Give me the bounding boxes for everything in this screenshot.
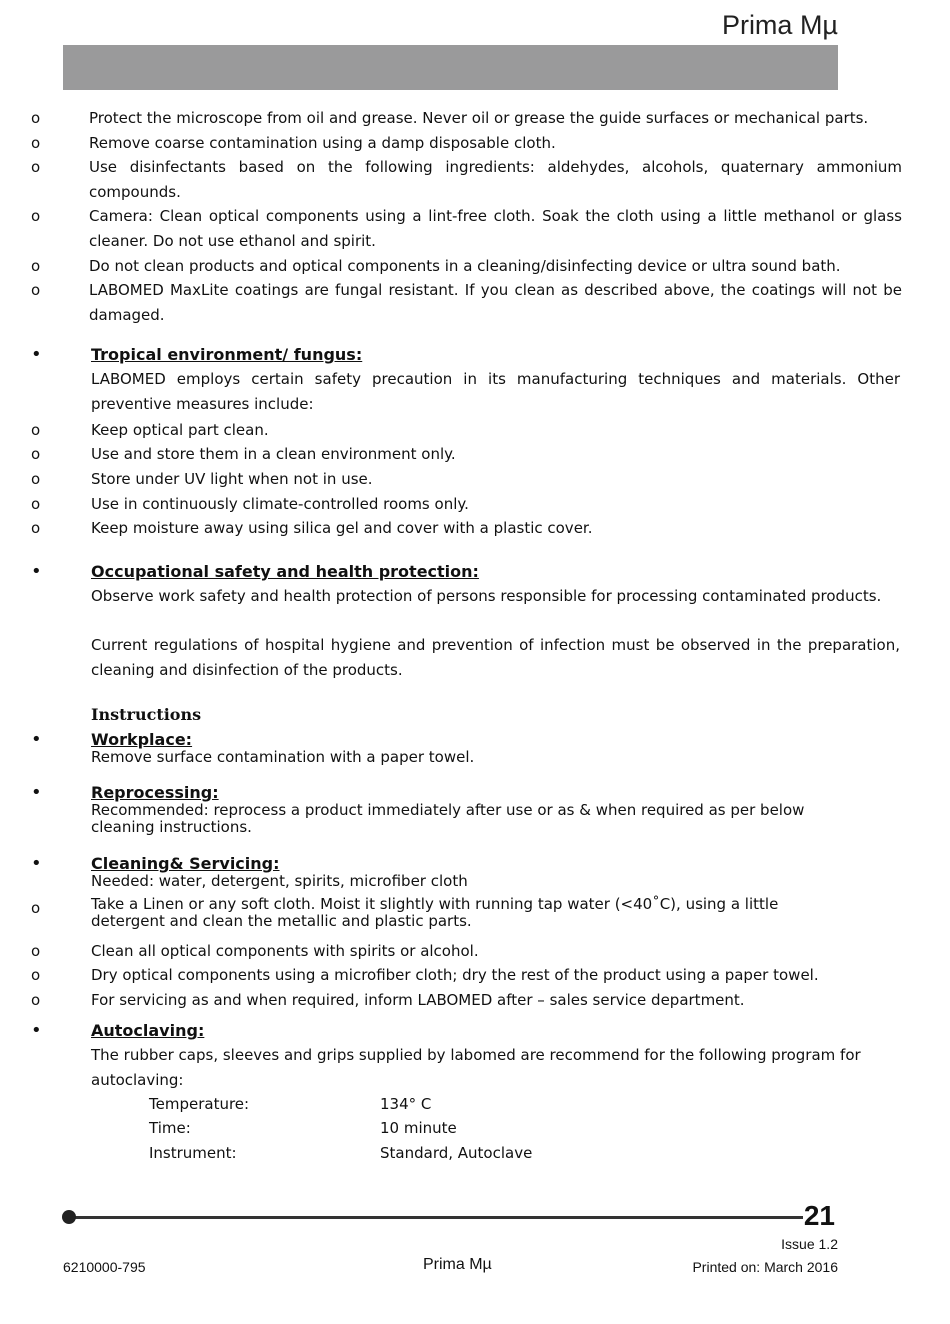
bullet-marker: •: [31, 344, 42, 365]
bullet-marker: •: [31, 782, 42, 803]
sub-marker: o: [31, 470, 41, 488]
list-item-text: Remove coarse contamination using a damp disposable cloth.: [89, 134, 556, 152]
sub-marker: o: [31, 899, 41, 917]
bullet-marker: •: [31, 1020, 42, 1041]
section-heading: Tropical environment/ fungus:: [91, 345, 363, 364]
sub-marker: o: [31, 519, 41, 537]
sub-marker: o: [31, 421, 41, 439]
bullet-marker: •: [31, 561, 42, 582]
issue-label: Issue 1.2: [781, 1236, 838, 1252]
list-item-text: Do not clean products and optical components in a cleaning/disinfecting device or ultra sound bath.: [89, 257, 841, 275]
list-item-text: LABOMED MaxLite coatings are fungal resistant. If you clean as described above, the coatings will not be damaged.: [89, 281, 902, 324]
section-heading: Reprocessing:: [91, 783, 219, 802]
paragraph-text: LABOMED employs certain safety precaution in its manufacturing techniques and materials. Other preventive measures include:: [91, 370, 900, 413]
list-item-text: Keep moisture away using silica gel and cover with a plastic cover.: [91, 519, 593, 537]
header-title: Prima Mµ: [721, 10, 838, 40]
table-label: Time:: [149, 1119, 191, 1137]
sub-marker: o: [31, 281, 41, 299]
section-heading: Occupational safety and health protection:: [91, 562, 479, 581]
table-value: 134° C: [380, 1095, 432, 1113]
paragraph-text: Recommended: reprocess a product immediately after use or as & when required as per below cleaning instructions.: [91, 801, 805, 836]
list-item-text: For servicing as and when required, inform LABOMED after – sales service department.: [91, 991, 745, 1009]
footer-rule-dot: [62, 1210, 76, 1224]
list-item-text: Protect the microscope from oil and grease. Never oil or grease the guide surfaces or mechanical parts.: [89, 109, 869, 127]
sub-marker: o: [31, 991, 41, 1009]
instructions-title: Instructions: [91, 705, 202, 724]
paragraph-text: Observe work safety and health protection of persons responsible for processing contaminated products.: [91, 587, 882, 605]
sub-marker: o: [31, 445, 41, 463]
footer-rule: [68, 1216, 803, 1219]
section-heading: Cleaning& Servicing:: [91, 854, 280, 873]
sub-marker: o: [31, 257, 41, 275]
table-label: Temperature:: [149, 1095, 250, 1113]
paragraph-text: Current regulations of hospital hygiene and prevention of infection must be observed in the preparation, cleaning and disinfection of the products.: [91, 636, 900, 679]
section-heading: Workplace:: [91, 730, 193, 749]
sub-marker: o: [31, 134, 41, 152]
sub-marker: o: [31, 207, 41, 225]
list-item-text: Keep optical part clean.: [91, 421, 269, 439]
sub-marker: o: [31, 495, 41, 513]
header-bar: [63, 45, 838, 90]
table-label: Instrument:: [149, 1144, 237, 1162]
bullet-marker: •: [31, 729, 42, 750]
paragraph-text: The rubber caps, sleeves and grips supplied by labomed are recommend for the following program for autoclaving:: [91, 1046, 861, 1089]
list-item-text: Take a Linen or any soft cloth. Moist it slightly with running tap water (<40˚C), using a little detergent and clean the metallic and plastic parts.: [91, 895, 779, 930]
sub-marker: o: [31, 158, 41, 176]
doc-number: 6210000-795: [63, 1259, 146, 1275]
paragraph-text: Remove surface contamination with a paper towel.: [91, 748, 475, 766]
list-item-text: Clean all optical components with spirits or alcohol.: [91, 942, 479, 960]
sub-marker: o: [31, 109, 41, 127]
table-value: 10 minute: [380, 1119, 457, 1137]
sub-marker: o: [31, 966, 41, 984]
list-item-text: Use in continuously climate-controlled rooms only.: [91, 495, 469, 513]
list-item-text: Camera: Clean optical components using a lint-free cloth. Soak the cloth using a little methanol or glass cleaner. Do not use ethanol and spirit.: [89, 207, 902, 250]
printed-date: Printed on: March 2016: [692, 1259, 838, 1275]
footer-product: Prima Mµ: [423, 1256, 492, 1273]
list-item-text: Use and store them in a clean environment only.: [91, 445, 456, 463]
sub-marker: o: [31, 942, 41, 960]
paragraph-text: Needed: water, detergent, spirits, microfiber cloth: [91, 872, 468, 890]
list-item-text: Dry optical components using a microfiber cloth; dry the rest of the product using a paper towel.: [91, 966, 819, 984]
section-heading: Autoclaving:: [91, 1021, 205, 1040]
list-item-text: Store under UV light when not in use.: [91, 470, 373, 488]
table-value: Standard, Autoclave: [380, 1144, 533, 1162]
list-item-text: Use disinfectants based on the following ingredients: aldehydes, alcohols, quaternary ammonium compounds.: [89, 158, 902, 201]
bullet-marker: •: [31, 853, 42, 874]
page-number: 21: [803, 1200, 835, 1231]
